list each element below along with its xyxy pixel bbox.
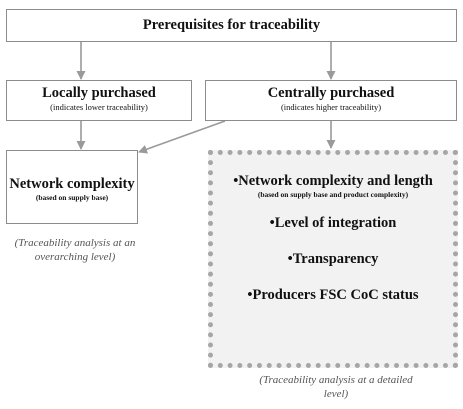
detail-item-producers-fsc-coc-status: •Producers FSC CoC status — [247, 287, 419, 303]
centrally-purchased-subtitle: (indicates higher traceability) — [280, 102, 382, 112]
detailed-analysis-box — [208, 150, 458, 368]
detail-item-network-complexity-subtitle: (based on supply base and product complexity) — [257, 190, 409, 199]
detail-item-level-of-integration: •Level of integration — [269, 215, 397, 231]
locally-purchased-box — [6, 80, 192, 121]
prerequisites-box — [6, 9, 457, 42]
detailed-analysis-note: (Traceability analysis at a detailed level) — [259, 374, 413, 400]
detail-item-network-complexity-length: •Network complexity and length — [233, 173, 433, 189]
network-complexity-box — [6, 150, 138, 224]
network-complexity-title: Network complexity — [9, 176, 135, 192]
detail-item-transparency: •Transparency — [287, 251, 379, 267]
locally-purchased-title: Locally purchased — [42, 85, 156, 101]
centrally-purchased-box — [205, 80, 457, 121]
network-complexity-subtitle: (based on supply base) — [35, 193, 109, 202]
locally-purchased-subtitle: (indicates lower traceability) — [50, 102, 148, 112]
prerequisites-title: Prerequisites for traceability — [142, 17, 321, 33]
centrally-purchased-title: Centrally purchased — [267, 85, 395, 101]
arrow-centrally-to-network — [139, 121, 225, 152]
overarching-analysis-note: (Traceability analysis at an overarching level) — [14, 237, 136, 263]
